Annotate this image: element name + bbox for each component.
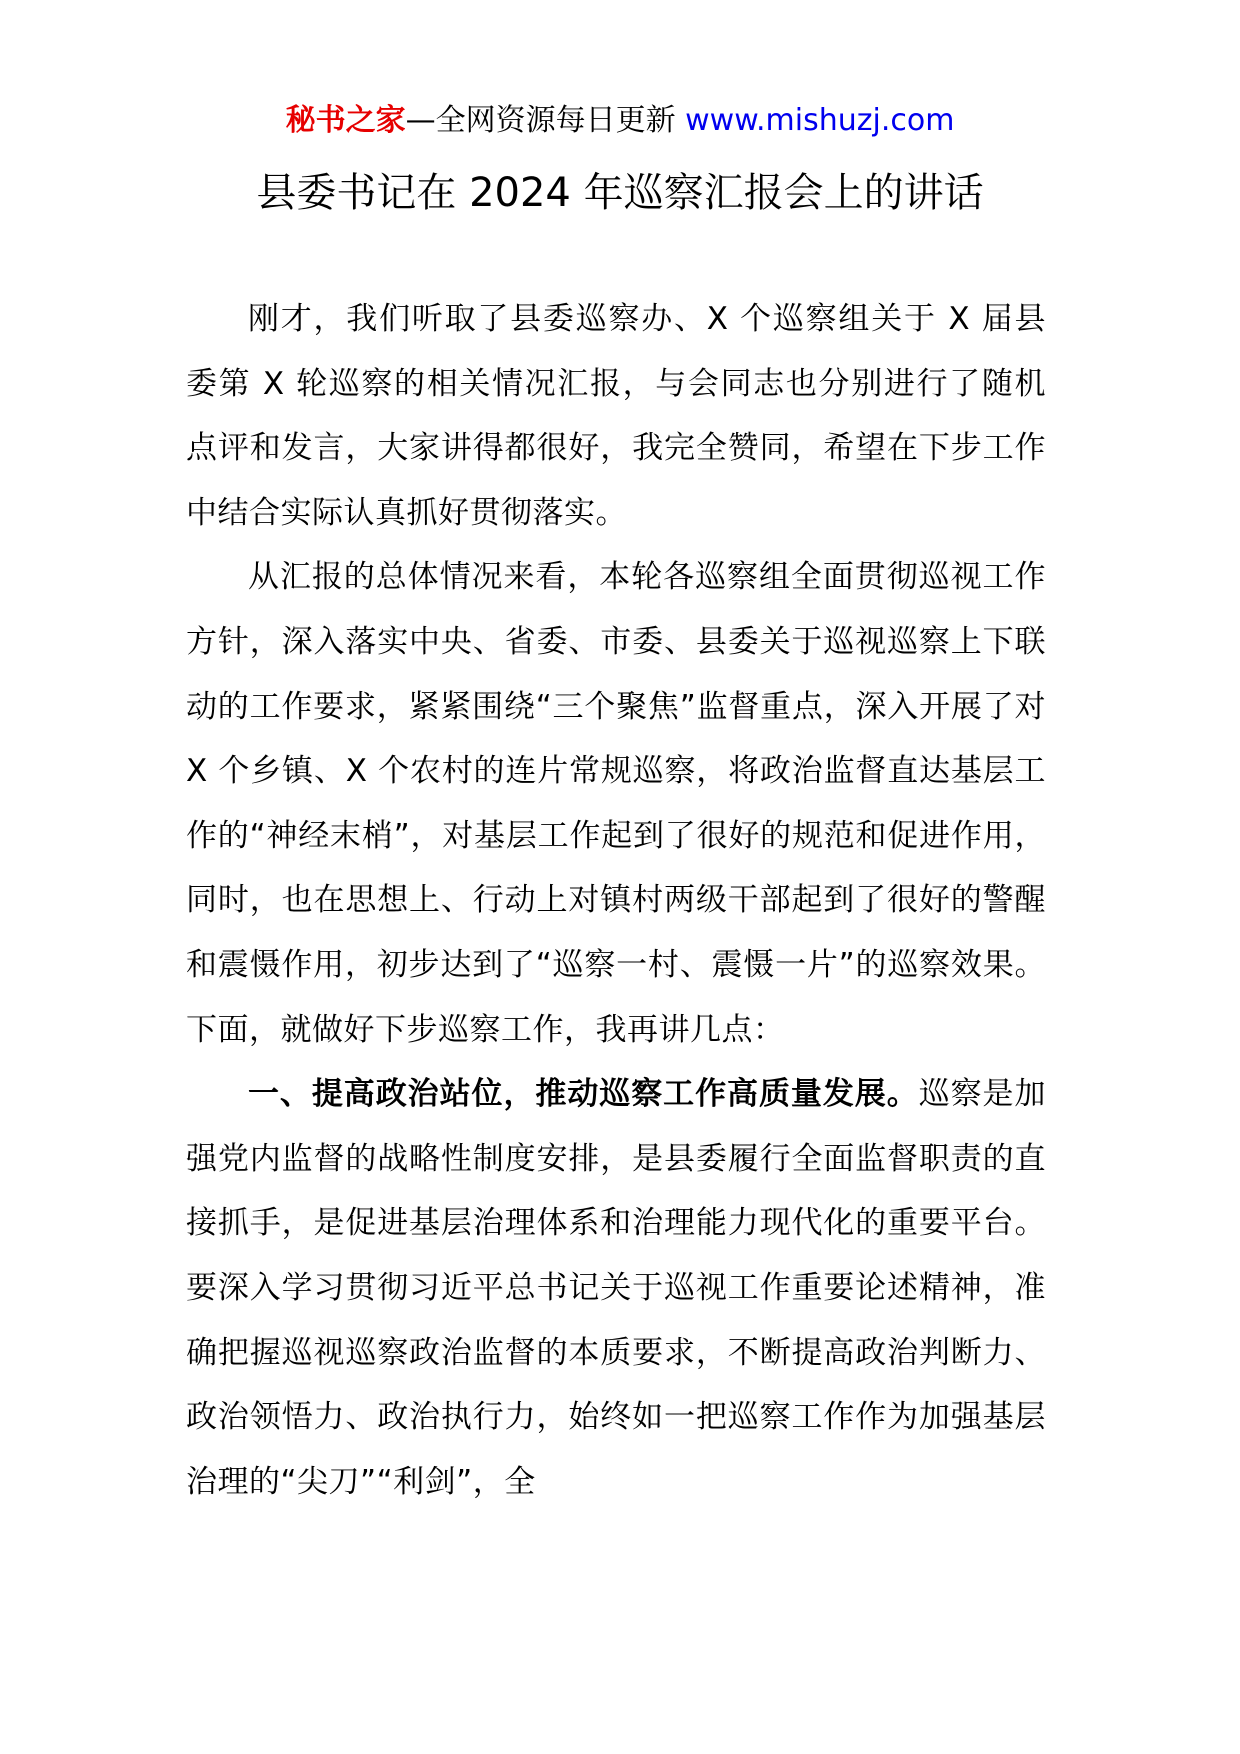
paragraph-intro: 刚才，我们听取了县委巡察办、X 个巡察组关于 X 届县委第 X 轮巡察的相关情况汇报，与会同志也分别进行了随机点评和发言，大家讲得都很好，我完全赞同，希望在下步工作中结合实际认真抓好贯彻落实。 [186, 301, 1046, 531]
paragraph-summary: 从汇报的总体情况来看，本轮各巡察组全面贯彻巡视工作方针，深入落实中央、省委、市委、县委关于巡视巡察上下联动的工作要求，紧紧围绕“三个聚焦”监督重点，深入开展了对 X 个乡镇、X 个农村的连片常规巡察，将政治监督直达基层工作的“神经末梢”，对基层工作起到了很好的规范和促进作用，同时，也在思想上、行动上对镇村两级干部起到了很好的警醒和震慑作用，初步达到了“巡察一村、震慑一片”的巡察效果。下面，就做好下步巡察工作，我再讲几点： [186, 559, 1046, 1048]
banner-slogan: —全网资源每日更新 [405, 103, 686, 138]
paragraph-section-one [186, 1062, 1046, 1514]
document-body [186, 287, 1046, 1514]
site-banner [0, 100, 1240, 142]
section-one-heading: 一、提高政治站位，推动巡察工作高质量发展。 [248, 1076, 919, 1113]
section-one-text: 巡察是加强党内监督的战略性制度安排，是县委履行全面监督职责的直接抓手，是促进基层治理体系和治理能力现代化的重要平台。要深入学习贯彻习近平总书记关于巡视工作重要论述精神，准确把握巡视巡察政治监督的本质要求，不断提高政治判断力、政治领悟力、政治执行力，始终如一把巡察工作作为加强基层治理的“尖刀”“利剑”，全 [186, 1076, 1046, 1500]
site-url-link[interactable]: www.mishuzj.com [685, 103, 955, 138]
document-title: 县委书记在 2024 年巡察汇报会上的讲话 [256, 170, 984, 216]
brand-name: 秘书之家 [285, 103, 406, 138]
